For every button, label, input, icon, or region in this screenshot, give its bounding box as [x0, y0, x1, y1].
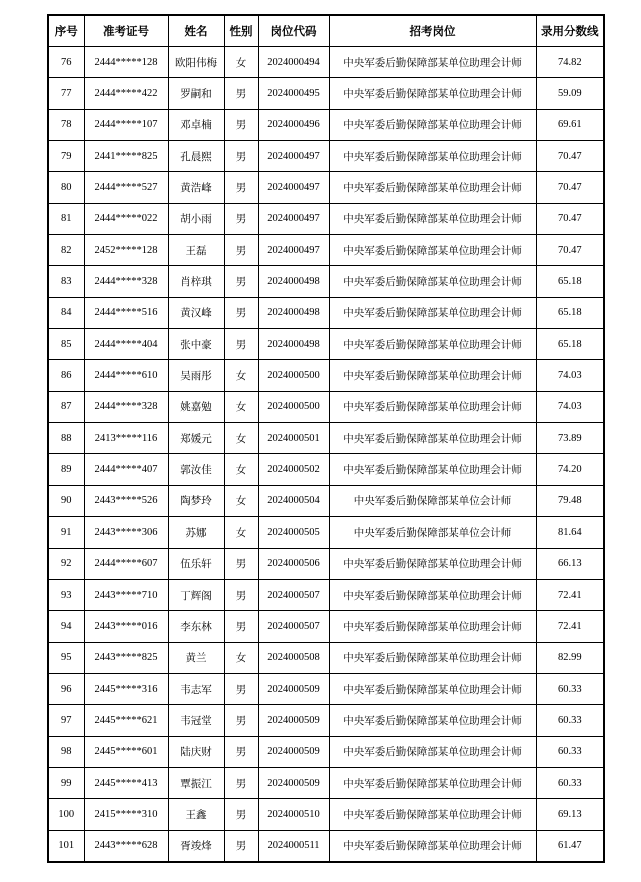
cell-score: 70.47	[536, 203, 604, 234]
cell-no: 98	[48, 736, 84, 767]
column-header-gender: 性别	[224, 15, 258, 47]
cell-gender: 男	[224, 767, 258, 798]
cell-no: 86	[48, 360, 84, 391]
cell-no: 76	[48, 47, 84, 78]
cell-code: 2024000507	[258, 611, 329, 642]
cell-gender: 男	[224, 78, 258, 109]
cell-gender: 男	[224, 705, 258, 736]
table-row	[48, 266, 604, 297]
cell-no: 92	[48, 548, 84, 579]
cell-ticket: 2444*****022	[84, 203, 168, 234]
cell-position: 中央军委后勤保障部某单位助理会计师	[329, 235, 536, 266]
table-row	[48, 642, 604, 673]
column-header-name: 姓名	[168, 15, 224, 47]
cell-no: 96	[48, 673, 84, 704]
cell-gender: 男	[224, 611, 258, 642]
cell-no: 84	[48, 297, 84, 328]
cell-no: 79	[48, 141, 84, 172]
cell-position: 中央军委后勤保障部某单位会计师	[329, 485, 536, 516]
cell-score: 79.48	[536, 485, 604, 516]
table-row	[48, 517, 604, 548]
cell-code: 2024000506	[258, 548, 329, 579]
table-row	[48, 47, 604, 78]
admission-score-table	[47, 14, 605, 863]
cell-score: 60.33	[536, 736, 604, 767]
cell-ticket: 2445*****621	[84, 705, 168, 736]
cell-position: 中央军委后勤保障部某单位助理会计师	[329, 391, 536, 422]
table-row	[48, 579, 604, 610]
cell-name: 黄汉峰	[168, 297, 224, 328]
cell-ticket: 2443*****825	[84, 642, 168, 673]
cell-ticket: 2445*****316	[84, 673, 168, 704]
cell-no: 88	[48, 423, 84, 454]
cell-code: 2024000507	[258, 579, 329, 610]
cell-name: 覃振江	[168, 767, 224, 798]
table-row	[48, 736, 604, 767]
table-row	[48, 78, 604, 109]
cell-no: 99	[48, 767, 84, 798]
cell-name: 郭汝佳	[168, 454, 224, 485]
table-row	[48, 423, 604, 454]
cell-name: 郑媛元	[168, 423, 224, 454]
cell-name: 黄兰	[168, 642, 224, 673]
cell-ticket: 2443*****628	[84, 830, 168, 862]
cell-position: 中央军委后勤保障部某单位助理会计师	[329, 203, 536, 234]
cell-no: 85	[48, 329, 84, 360]
cell-gender: 女	[224, 423, 258, 454]
cell-position: 中央军委后勤保障部某单位会计师	[329, 517, 536, 548]
cell-name: 王鑫	[168, 799, 224, 830]
cell-no: 78	[48, 109, 84, 140]
cell-code: 2024000509	[258, 736, 329, 767]
cell-name: 黄浩峰	[168, 172, 224, 203]
table-row	[48, 454, 604, 485]
cell-score: 69.61	[536, 109, 604, 140]
cell-gender: 女	[224, 391, 258, 422]
cell-score: 74.03	[536, 391, 604, 422]
cell-position: 中央军委后勤保障部某单位助理会计师	[329, 454, 536, 485]
table-row	[48, 235, 604, 266]
cell-score: 59.09	[536, 78, 604, 109]
cell-position: 中央军委后勤保障部某单位助理会计师	[329, 423, 536, 454]
cell-code: 2024000498	[258, 266, 329, 297]
cell-code: 2024000494	[258, 47, 329, 78]
cell-ticket: 2443*****710	[84, 579, 168, 610]
table-row	[48, 109, 604, 140]
cell-code: 2024000497	[258, 141, 329, 172]
cell-gender: 女	[224, 485, 258, 516]
cell-name: 韦冠堂	[168, 705, 224, 736]
cell-ticket: 2443*****016	[84, 611, 168, 642]
table-row	[48, 172, 604, 203]
cell-ticket: 2444*****404	[84, 329, 168, 360]
cell-name: 伍乐轩	[168, 548, 224, 579]
cell-code: 2024000504	[258, 485, 329, 516]
cell-score: 66.13	[536, 548, 604, 579]
table-row	[48, 360, 604, 391]
cell-code: 2024000509	[258, 767, 329, 798]
cell-name: 欧阳伟梅	[168, 47, 224, 78]
cell-name: 陆庆财	[168, 736, 224, 767]
table-row	[48, 830, 604, 862]
table-row	[48, 297, 604, 328]
cell-ticket: 2444*****422	[84, 78, 168, 109]
table-row	[48, 767, 604, 798]
cell-gender: 女	[224, 360, 258, 391]
cell-name: 胡小雨	[168, 203, 224, 234]
cell-score: 60.33	[536, 767, 604, 798]
cell-ticket: 2444*****407	[84, 454, 168, 485]
cell-position: 中央军委后勤保障部某单位助理会计师	[329, 611, 536, 642]
cell-no: 91	[48, 517, 84, 548]
cell-name: 张中豪	[168, 329, 224, 360]
cell-ticket: 2444*****527	[84, 172, 168, 203]
cell-gender: 女	[224, 47, 258, 78]
cell-name: 吴雨彤	[168, 360, 224, 391]
column-header-score: 录用分数线	[536, 15, 604, 47]
cell-ticket: 2415*****310	[84, 799, 168, 830]
table-row	[48, 799, 604, 830]
cell-gender: 男	[224, 673, 258, 704]
table-row	[48, 485, 604, 516]
cell-code: 2024000505	[258, 517, 329, 548]
cell-code: 2024000500	[258, 391, 329, 422]
cell-code: 2024000496	[258, 109, 329, 140]
cell-position: 中央军委后勤保障部某单位助理会计师	[329, 360, 536, 391]
table-row	[48, 203, 604, 234]
cell-position: 中央军委后勤保障部某单位助理会计师	[329, 799, 536, 830]
cell-ticket: 2445*****601	[84, 736, 168, 767]
cell-ticket: 2444*****328	[84, 391, 168, 422]
cell-no: 77	[48, 78, 84, 109]
cell-no: 94	[48, 611, 84, 642]
cell-code: 2024000502	[258, 454, 329, 485]
cell-gender: 女	[224, 517, 258, 548]
cell-code: 2024000497	[258, 203, 329, 234]
cell-no: 95	[48, 642, 84, 673]
cell-position: 中央军委后勤保障部某单位助理会计师	[329, 266, 536, 297]
cell-name: 邓卓楠	[168, 109, 224, 140]
cell-ticket: 2444*****607	[84, 548, 168, 579]
cell-score: 60.33	[536, 705, 604, 736]
cell-name: 王磊	[168, 235, 224, 266]
cell-score: 70.47	[536, 141, 604, 172]
cell-no: 83	[48, 266, 84, 297]
cell-ticket: 2413*****116	[84, 423, 168, 454]
cell-position: 中央军委后勤保障部某单位助理会计师	[329, 673, 536, 704]
cell-gender: 男	[224, 736, 258, 767]
cell-no: 100	[48, 799, 84, 830]
cell-no: 93	[48, 579, 84, 610]
cell-no: 82	[48, 235, 84, 266]
cell-code: 2024000498	[258, 329, 329, 360]
table-row	[48, 611, 604, 642]
cell-score: 74.82	[536, 47, 604, 78]
cell-position: 中央军委后勤保障部某单位助理会计师	[329, 78, 536, 109]
cell-name: 肖梓琪	[168, 266, 224, 297]
table-row	[48, 141, 604, 172]
cell-score: 65.18	[536, 329, 604, 360]
cell-ticket: 2444*****107	[84, 109, 168, 140]
table-header-row	[48, 15, 604, 47]
cell-no: 81	[48, 203, 84, 234]
cell-no: 97	[48, 705, 84, 736]
cell-score: 70.47	[536, 172, 604, 203]
cell-gender: 男	[224, 830, 258, 862]
cell-code: 2024000501	[258, 423, 329, 454]
cell-score: 72.41	[536, 579, 604, 610]
cell-no: 87	[48, 391, 84, 422]
cell-score: 74.03	[536, 360, 604, 391]
cell-code: 2024000511	[258, 830, 329, 862]
cell-position: 中央军委后勤保障部某单位助理会计师	[329, 705, 536, 736]
cell-code: 2024000498	[258, 297, 329, 328]
cell-score: 70.47	[536, 235, 604, 266]
cell-score: 60.33	[536, 673, 604, 704]
cell-ticket: 2444*****128	[84, 47, 168, 78]
table-row	[48, 329, 604, 360]
column-header-no: 序号	[48, 15, 84, 47]
table-row	[48, 391, 604, 422]
table-row	[48, 705, 604, 736]
cell-ticket: 2444*****610	[84, 360, 168, 391]
cell-gender: 男	[224, 297, 258, 328]
cell-position: 中央军委后勤保障部某单位助理会计师	[329, 830, 536, 862]
cell-code: 2024000497	[258, 172, 329, 203]
cell-ticket: 2443*****526	[84, 485, 168, 516]
cell-name: 李东林	[168, 611, 224, 642]
cell-position: 中央军委后勤保障部某单位助理会计师	[329, 736, 536, 767]
cell-gender: 男	[224, 266, 258, 297]
cell-score: 69.13	[536, 799, 604, 830]
cell-gender: 男	[224, 548, 258, 579]
table-row	[48, 673, 604, 704]
cell-code: 2024000500	[258, 360, 329, 391]
cell-ticket: 2445*****413	[84, 767, 168, 798]
cell-code: 2024000508	[258, 642, 329, 673]
cell-gender: 男	[224, 235, 258, 266]
cell-score: 65.18	[536, 297, 604, 328]
cell-gender: 男	[224, 579, 258, 610]
cell-score: 65.18	[536, 266, 604, 297]
cell-gender: 男	[224, 141, 258, 172]
cell-score: 74.20	[536, 454, 604, 485]
table-row	[48, 548, 604, 579]
cell-position: 中央军委后勤保障部某单位助理会计师	[329, 329, 536, 360]
cell-position: 中央军委后勤保障部某单位助理会计师	[329, 642, 536, 673]
cell-no: 80	[48, 172, 84, 203]
cell-score: 82.99	[536, 642, 604, 673]
cell-name: 罗嗣和	[168, 78, 224, 109]
column-header-code: 岗位代码	[258, 15, 329, 47]
cell-position: 中央军委后勤保障部某单位助理会计师	[329, 767, 536, 798]
cell-name: 丁辉阁	[168, 579, 224, 610]
cell-gender: 男	[224, 203, 258, 234]
cell-score: 72.41	[536, 611, 604, 642]
cell-ticket: 2452*****128	[84, 235, 168, 266]
cell-position: 中央军委后勤保障部某单位助理会计师	[329, 141, 536, 172]
cell-name: 苏娜	[168, 517, 224, 548]
cell-gender: 男	[224, 799, 258, 830]
cell-no: 90	[48, 485, 84, 516]
cell-ticket: 2441*****825	[84, 141, 168, 172]
cell-score: 81.64	[536, 517, 604, 548]
cell-position: 中央军委后勤保障部某单位助理会计师	[329, 579, 536, 610]
cell-ticket: 2443*****306	[84, 517, 168, 548]
cell-code: 2024000497	[258, 235, 329, 266]
cell-score: 73.89	[536, 423, 604, 454]
cell-name: 韦志军	[168, 673, 224, 704]
column-header-position: 招考岗位	[329, 15, 536, 47]
cell-ticket: 2444*****516	[84, 297, 168, 328]
cell-gender: 男	[224, 329, 258, 360]
cell-no: 101	[48, 830, 84, 862]
cell-gender: 男	[224, 109, 258, 140]
cell-position: 中央军委后勤保障部某单位助理会计师	[329, 109, 536, 140]
cell-no: 89	[48, 454, 84, 485]
cell-code: 2024000510	[258, 799, 329, 830]
cell-position: 中央军委后勤保障部某单位助理会计师	[329, 172, 536, 203]
cell-code: 2024000509	[258, 705, 329, 736]
cell-gender: 女	[224, 642, 258, 673]
cell-code: 2024000495	[258, 78, 329, 109]
cell-position: 中央军委后勤保障部某单位助理会计师	[329, 297, 536, 328]
column-header-ticket: 准考证号	[84, 15, 168, 47]
table-body	[48, 47, 604, 862]
cell-position: 中央军委后勤保障部某单位助理会计师	[329, 47, 536, 78]
cell-position: 中央军委后勤保障部某单位助理会计师	[329, 548, 536, 579]
cell-code: 2024000509	[258, 673, 329, 704]
cell-name: 孔晨熙	[168, 141, 224, 172]
cell-name: 胥竣烽	[168, 830, 224, 862]
cell-score: 61.47	[536, 830, 604, 862]
cell-ticket: 2444*****328	[84, 266, 168, 297]
cell-name: 陶梦玲	[168, 485, 224, 516]
cell-gender: 女	[224, 454, 258, 485]
cell-gender: 男	[224, 172, 258, 203]
cell-name: 姚嘉勉	[168, 391, 224, 422]
